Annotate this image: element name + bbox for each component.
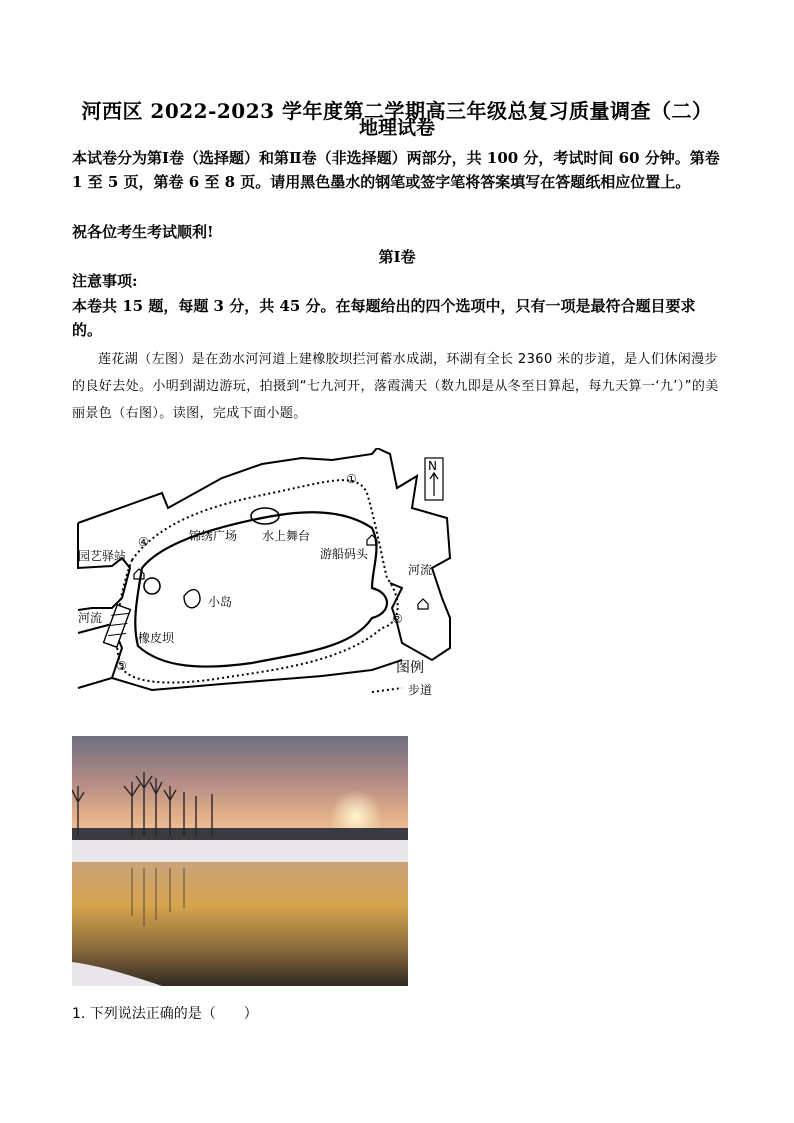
point-2: ② (392, 612, 403, 626)
island-icon (184, 590, 200, 608)
label-river-right: 河流 (408, 563, 433, 577)
north-label: N (428, 459, 437, 473)
label-garden-station: 园艺驿站 (78, 549, 127, 563)
intro-paragraph: 本试卷分为第Ⅰ卷（选择题）和第Ⅱ卷（非选择题）两部分，共 100 分，考试时间 60 分钟。第卷 1 至 5 页，第卷 6 至 8 页。请用黑色墨水的钢笔或签字笔将答案填写在答题纸相应位置上。 (72, 149, 720, 191)
point-1: ① (346, 472, 357, 486)
bank-outline-top (78, 448, 450, 660)
label-river-left: 河流 (78, 611, 103, 625)
page-subtitle: 地理试卷 (358, 117, 435, 139)
notice-label: 注意事项: (72, 272, 138, 290)
page-title: 河西区 2022-2023 学年度第二学期高三年级总复习质量调查（二） (81, 99, 713, 123)
garden-station-icon (144, 578, 160, 594)
legend-trail-swatch (372, 688, 402, 692)
intro-wish: 祝各位考生考试顺利! (72, 223, 214, 241)
question-1: 1. 下列说法正确的是（ ） (72, 1006, 258, 1022)
notice-text: 本卷共 15 题，每题 3 分，共 45 分。在每题给出的四个选项中，只有一项是最符合题目要求的。 (72, 297, 696, 339)
house-icon (418, 599, 428, 609)
legend-title: 图例 (396, 660, 424, 676)
label-island: 小岛 (208, 595, 233, 609)
photo-water (72, 862, 408, 986)
lake-map-figure (72, 448, 452, 708)
legend-trail-label: 步道 (408, 683, 433, 697)
label-boat-pier: 游船码头 (320, 547, 369, 561)
reading-passage: 莲花湖（左图）是在劲水河河道上建橡胶坝拦河蓄水成湖，环湖有全长 2360 米的步道，是人们休闲漫步的良好去处。小明到湖边游玩，拍摄到“七九河开，落霞满天（数九即是从冬至日算起，每九天算一‘九’）”的美丽景色（右图）。读图，完成下面小题。 (72, 352, 719, 421)
point-4: ④ (138, 535, 149, 549)
bank-outline-left (78, 523, 130, 610)
label-water-stage: 水上舞台 (262, 529, 311, 543)
point-3: ③ (116, 659, 127, 673)
photo-houses (72, 828, 408, 840)
sunset-photo (72, 736, 408, 986)
bank-outline-bottom (78, 624, 402, 690)
label-rubber-dam: 橡皮坝 (138, 631, 175, 645)
label-jinxiu-square: 锦绣广场 (189, 529, 238, 543)
volume-heading: 第Ⅰ卷 (378, 248, 416, 266)
photo-snow-bank (72, 840, 408, 862)
